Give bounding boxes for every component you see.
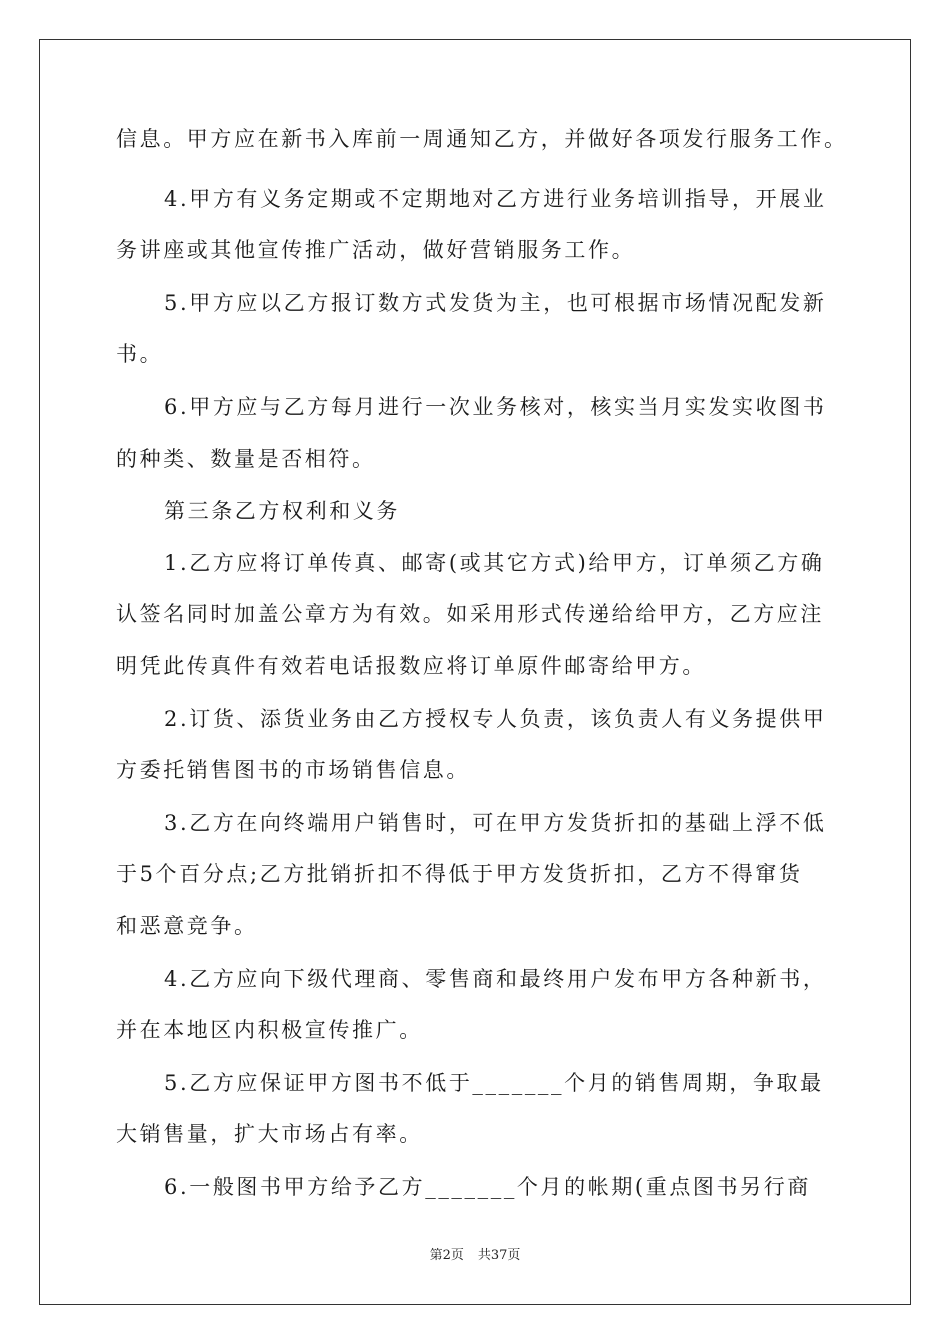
text-line: 明凭此传真件有效若电话报数应将订单原件邮寄给甲方。 xyxy=(116,654,706,678)
text-line: 1.乙方应将订单传真、邮寄(或其它方式)给甲方，订单须乙方确 xyxy=(164,551,825,575)
text-line: 6.一般图书甲方给予乙方_______个月的帐期(重点图书另行商 xyxy=(164,1175,811,1199)
section-heading: 第三条乙方权利和义务 xyxy=(164,499,400,523)
text-line: 大销售量，扩大市场占有率。 xyxy=(116,1122,423,1146)
text-line: 4.乙方应向下级代理商、零售商和最终用户发布甲方各种新书， xyxy=(164,967,827,991)
page-total: 共37页 xyxy=(477,1248,521,1263)
text-line: 方委托销售图书的市场销售信息。 xyxy=(116,758,470,782)
text-line: 5.乙方应保证甲方图书不低于_______个月的销售周期，争取最 xyxy=(164,1071,824,1095)
text-line: 并在本地区内积极宣传推广。 xyxy=(116,1018,423,1042)
text-line: 3.乙方在向终端用户销售时，可在甲方发货折扣的基础上浮不低 xyxy=(164,811,827,835)
text-line: 2.订货、添货业务由乙方授权专人负责，该负责人有义务提供甲 xyxy=(164,707,827,731)
page-footer xyxy=(0,1247,950,1265)
text-line: 于5个百分点;乙方批销折扣不得低于甲方发货折扣，乙方不得窜货 xyxy=(116,862,803,886)
text-line: 5.甲方应以乙方报订数方式发货为主，也可根据市场情况配发新 xyxy=(164,291,827,315)
text-line: 6.甲方应与乙方每月进行一次业务核对，核实当月实发实收图书 xyxy=(164,395,827,419)
text-line: 4.甲方有义务定期或不定期地对乙方进行业务培训指导，开展业 xyxy=(164,187,827,211)
text-line: 认签名同时加盖公章方为有效。如采用形式传递给给甲方，乙方应注 xyxy=(116,602,824,626)
text-line: 和恶意竞争。 xyxy=(116,914,258,938)
text-line: 书。 xyxy=(116,342,164,366)
page-number: 第2页 xyxy=(429,1248,464,1263)
text-line: 信息。甲方应在新书入库前一周通知乙方，并做好各项发行服务工作。 xyxy=(116,127,848,151)
text-line: 务讲座或其他宣传推广活动，做好营销服务工作。 xyxy=(116,238,636,262)
text-line: 的种类、数量是否相符。 xyxy=(116,447,376,471)
